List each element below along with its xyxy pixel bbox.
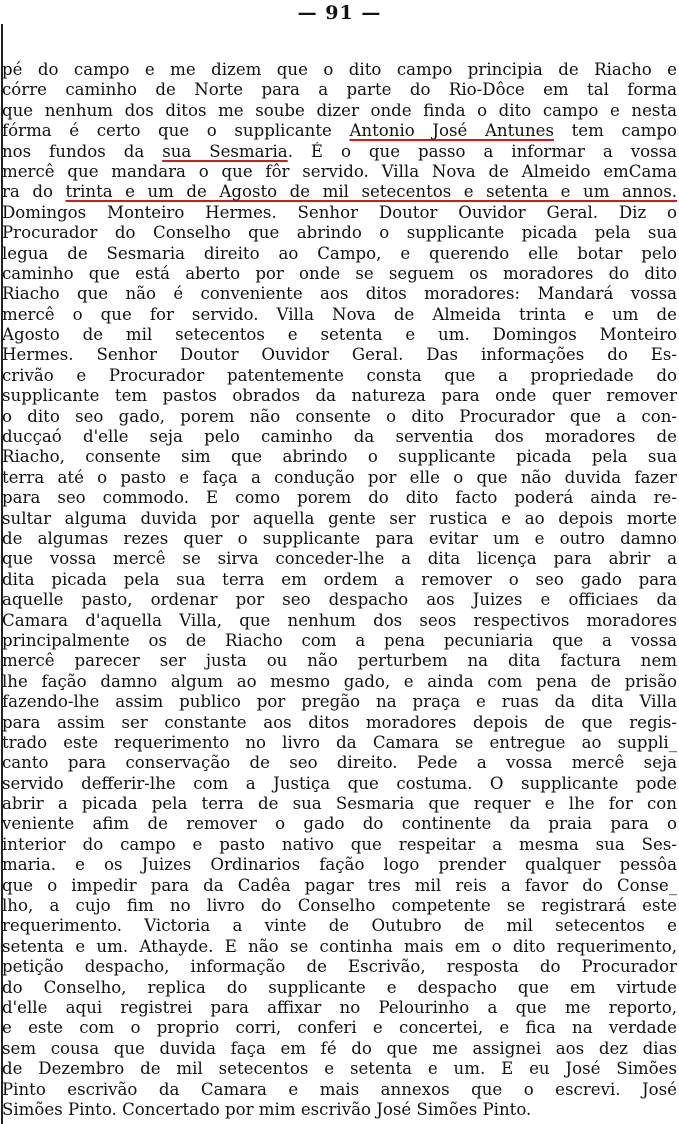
text-line	[2, 733, 677, 753]
text-segment: que vossa mercê se sirva conceder-lhe a dita licença para abrir a	[2, 549, 677, 569]
text-line	[2, 60, 677, 80]
text-line	[2, 855, 677, 875]
text-segment: veniente afim de remover o gado do continente da praia para o	[2, 814, 677, 834]
text-line	[2, 488, 677, 508]
text-segment: canto para conservação de seo direito. Pede a vossa mercê seja	[2, 753, 677, 773]
text-line	[2, 223, 677, 243]
text-line	[2, 509, 677, 529]
text-segment: servido defferir-lhe com a Justiça que costuma. O supplicante pode	[2, 773, 677, 793]
text-line	[2, 101, 677, 121]
text-segment: sem cousa que duvida faça em fé do que me assignei aos dez dias	[2, 1038, 677, 1058]
text-line	[2, 631, 677, 651]
text-line	[2, 366, 677, 386]
text-line	[2, 529, 677, 549]
text-segment: pé do campo e me dizem que o dito campo principia de Riacho e	[2, 60, 677, 79]
text-line	[2, 672, 677, 692]
text-segment: d'elle aqui registrei para affixar no Pelourinho a que me reporto,	[2, 997, 677, 1017]
text-line	[2, 692, 677, 712]
text-segment: Simões Pinto. Concertado por mim escrivão José Simões Pinto.	[2, 1099, 532, 1119]
text-line	[2, 1100, 677, 1120]
text-line	[2, 835, 677, 855]
text-line	[2, 549, 677, 569]
text-line	[2, 142, 677, 162]
text-segment: mercê o que for servido. Villa Nova de Almeida trinta e um de	[2, 304, 677, 324]
text-line	[2, 386, 677, 406]
text-segment: tem campo	[554, 121, 677, 141]
text-line	[2, 447, 677, 467]
text-segment: Hermes. Senhor Doutor Ouvidor Geral. Das informações do Es-	[2, 345, 677, 365]
text-line	[2, 1039, 677, 1059]
text-line	[2, 998, 677, 1018]
text-line	[2, 162, 677, 182]
text-line	[2, 590, 677, 610]
text-segment: Riacho, consente sim que abrindo o supplicante picada pela sua	[2, 447, 677, 467]
text-line	[2, 1080, 677, 1100]
text-segment: Domingos Monteiro Hermes. Senhor Doutor Ouvidor Geral. Diz o	[2, 202, 677, 222]
underlined-phrase: Antonio José Antunes	[349, 121, 555, 141]
text-segment: terra até o pasto e faça a condução por elle o que não duvida fazer	[2, 467, 677, 487]
page-number: — 91 —	[297, 2, 382, 24]
text-segment: setenta e um. Athayde. E não se continha mais em o dito requerimento,	[2, 936, 677, 956]
text-segment: Agosto de mil setecentos e setenta e um. Domingos Monteiro	[2, 325, 677, 345]
text-line	[2, 916, 677, 936]
text-segment: que o impedir para da Cadêa pagar tres mil reis a favor do Conse_	[2, 875, 677, 895]
text-line	[2, 957, 677, 977]
text-line	[2, 651, 677, 671]
text-segment: fazendo-lhe assim publico por pregão na praça e ruas da dita Villa	[2, 692, 677, 712]
text-segment: do Conselho, replica do supplicante e despacho que em virtude	[2, 977, 677, 997]
text-segment: sultar alguma duvida por aquella gente ser rustica e ao depois morte	[2, 508, 677, 528]
text-line	[2, 1059, 677, 1079]
text-line	[2, 121, 677, 141]
text-line	[2, 978, 677, 998]
text-line	[2, 896, 677, 916]
text-line	[2, 774, 677, 794]
text-line	[2, 611, 677, 631]
underlined-phrase: sua Sesmaria	[162, 141, 288, 161]
text-segment: mercê que mandara o que fôr servido. Villa Nova de Almeido emCama	[2, 161, 677, 181]
text-segment: principalmente os de Riacho com a pena pecuniaria que a vossa	[2, 630, 677, 650]
text-segment: aquelle pasto, ordenar por seo despacho aos Juizes e officiaes da	[2, 590, 677, 610]
text-segment: Pinto escrivão da Camara e mais annexos que o escrevi. José	[2, 1079, 677, 1099]
text-line	[2, 794, 677, 814]
text-segment: legua de Sesmaria direito ao Campo, e querendo elle botar pelo	[2, 243, 677, 263]
text-line	[2, 407, 677, 427]
text-line	[2, 427, 677, 447]
text-segment: abrir a picada pela terra de sua Sesmaria que requer e lhe for con	[2, 794, 677, 814]
text-segment: crivão e Procurador patentemente consta que a propriedade do	[2, 365, 677, 385]
text-line	[2, 345, 677, 365]
text-line	[2, 284, 677, 304]
text-line	[2, 814, 677, 834]
text-segment: o dito seo gado, porem não consente o dito Procurador que a con-	[2, 406, 677, 426]
text-line	[2, 244, 677, 264]
text-segment: Camara d'aquella Villa, que nenhum dos seos respectivos moradores	[2, 610, 677, 630]
text-segment: Riacho que não é conveniente aos ditos moradores: Mandará vossa	[2, 284, 677, 304]
text-segment: interior do campo e pasto nativo que respeitar a mesma sua Ses-	[2, 834, 677, 854]
text-segment: supplicante tem pastos obrados da natureza para onde quer remover	[2, 386, 677, 406]
text-segment: lho, a cujo fim no livro do Conselho competente se registrará este	[2, 896, 677, 916]
text-segment: e este com o proprio corri, conferi e concertei, e fica na verdade	[2, 1018, 677, 1038]
text-line	[2, 1018, 677, 1038]
text-line	[2, 325, 677, 345]
text-line	[2, 80, 677, 100]
text-segment: córre caminho de Norte para a parte do Rio-Dôce em tal forma	[2, 80, 677, 100]
document-body	[2, 60, 677, 1120]
text-segment: Procurador do Conselho que abrindo o supplicante picada pela sua	[2, 223, 677, 243]
text-line	[2, 570, 677, 590]
underlined-phrase: trinta e um de Agosto de mil setecentos e setenta e um annos.	[65, 182, 677, 202]
text-segment: de algumas rezes quer o supplicante para evitar um e outro damno	[2, 528, 677, 548]
text-segment: lhe fação damno algum ao mesmo gado, e ainda com pena de prisão	[2, 671, 677, 691]
text-line	[2, 937, 677, 957]
text-line	[2, 182, 677, 202]
text-segment: . É o que passo a informar a vossa	[287, 141, 677, 161]
text-segment: dita picada pela sua terra em ordem a remover o seo gado para	[2, 569, 677, 589]
text-line	[2, 305, 677, 325]
text-line	[2, 753, 677, 773]
text-segment: requerimento. Victoria a vinte de Outubro de mil setecentos e	[2, 916, 677, 936]
text-segment: caminho que está aberto por onde se seguem os moradores do dito	[2, 263, 677, 283]
text-line	[2, 203, 677, 223]
text-segment: para assim ser constante aos ditos moradores depois de que regis-	[2, 712, 677, 732]
text-segment: para seo commodo. E como porem do dito facto poderá ainda re-	[2, 488, 677, 508]
text-line	[2, 876, 677, 896]
text-segment: maria. e os Juizes Ordinarios fação logo prender qualquer pessôa	[2, 855, 677, 875]
text-segment: nos fundos da	[2, 141, 163, 161]
text-segment: trado este requerimento no livro da Camara se entregue ao suppli_	[2, 732, 677, 752]
text-line	[2, 468, 677, 488]
text-segment: ducçaó d'elle seja pelo caminho da serventia dos moradores de	[2, 427, 677, 447]
text-segment: mercê parecer ser justa ou não perturbem na dita factura nem	[2, 651, 677, 671]
text-segment: ra do	[2, 182, 66, 202]
text-line	[2, 264, 677, 284]
text-segment: fórma é certo que o supplicante	[2, 121, 350, 141]
text-segment: que nenhum dos ditos me soube dizer onde finda o dito campo e nesta	[2, 100, 677, 120]
text-segment: de Dezembro de mil setecentos e setenta e um. E eu José Simões	[2, 1059, 677, 1079]
text-line	[2, 713, 677, 733]
text-segment: petição despacho, informação de Escrivão, resposta do Procurador	[2, 957, 677, 977]
